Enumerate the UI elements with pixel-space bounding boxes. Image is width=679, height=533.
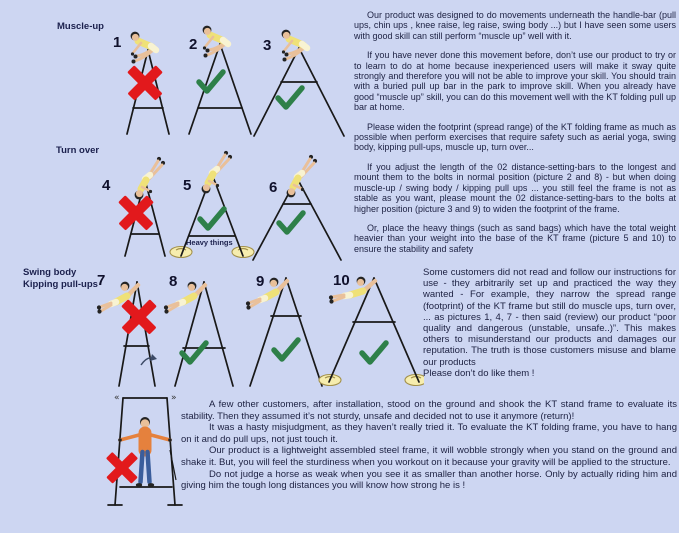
red-x-mark-shaking-frame: [105, 450, 139, 484]
green-check-figure-10: [359, 340, 389, 366]
figure-number-2: 2: [189, 36, 198, 53]
paragraph-product-purpose: Our product was designed to do movements underneath the handle-bar (pull ups, chin ups , knee raise, leg raise, swing body ...) but I have seen some users with good skill can still perform “muscle up” well with it.: [354, 10, 676, 41]
paragraph-please-dont: Please don’t do like them !: [423, 367, 535, 379]
instructions-column: [354, 10, 676, 263]
figure-number-3: 3: [263, 37, 272, 54]
figure-number-10: 10: [333, 272, 350, 289]
green-check-figure-9: [271, 337, 301, 363]
figure-6-wide-frame-turn-over: [247, 148, 347, 264]
label-heavy-things: Heavy things: [186, 238, 233, 247]
label-turn-over: Turn over: [56, 145, 100, 156]
figure-number-9: 9: [256, 273, 265, 290]
paragraph-widen-footprint: Please widen the footprint (spread range) of the KT folding frame as much as possible when perform exercises that require safety such as aerial yoga, swing body, kipping pull-ups, muscle up, turn over...: [354, 121, 676, 153]
ladder-frame: [250, 278, 322, 386]
ladder-frame: [175, 282, 233, 386]
paragraph-lightweight-frame: Our product is a lightweight assembled steel frame, it will wobble strongly when you stand on the ground and shake it. But, you will feel the sturdiness when you workout on it because your gravity will be applied to the structure.: [181, 445, 677, 468]
shake-mark-right: »: [171, 393, 177, 403]
shake-mark-left: «: [114, 393, 120, 403]
sandbags: [319, 375, 424, 386]
figure-number-5: 5: [183, 177, 192, 194]
label-muscle-up: Muscle-up: [57, 21, 104, 32]
paragraph-customers-misuse: Some customers did not read and follow our instructions for use - they arbitrarily set up and practiced the way they wanted - For example, they narrow the spread range (footprint) of the KT frame but still do muscle ups, turn over, ... as pictures 1, 4, 7 - then said (review) our product “poor quality and dangerous (unstable, unsafe..)”. This makes others to misunderstand our products and damages our reputation. The truth is those customers misuse and blame our products: [423, 267, 676, 368]
figure-3-wide-frame-muscle-up: [247, 22, 352, 142]
figure-number-1: 1: [113, 34, 122, 51]
label-swing-body: Swing body: [23, 267, 77, 278]
figure-number-4: 4: [102, 177, 111, 194]
bottom-text-block: [181, 399, 677, 492]
red-x-mark-figure-1: [126, 63, 164, 101]
paragraph-shook-frame: A few other customers, after installation, stood on the ground and shook the KT stand frame to evaluate its stability. Then they assumed it’s not sturdy, unsafe and decided not to use it anymore (return)!: [181, 399, 677, 422]
paragraph-horse-analogy: Do not judge a horse as weak when you see it as smaller than another horse. Only by actually riding him and giving him the tough long distances you will know how strong he is !: [181, 468, 677, 492]
figure-10-wide-frame-sandbags-swing: [316, 264, 424, 390]
athlete-muscle-up: [203, 26, 228, 58]
figure-8-normal-frame-swing: [160, 266, 245, 390]
athlete-turn-over: [287, 155, 318, 198]
paragraph-never-done-warning: If you have never done this movement before, don’t use our product to try or to learn to do at home because inexperienced users will make it sway quite strongly and therefore you will not be able to improve your skill. You should train with a buried pull up bar in the park to improve skill. When you already have good “muscle up” skill, you can do this movement well with the KT folding pull up bar at home.: [354, 50, 676, 113]
paragraph-distance-setting-bars: If you adjust the length of the 02 distance-setting-bars to the longest and mount them to the bolts in normal position (picture 2 and 8) - but when doing muscle-up / swing body / kipping pull ups ... you still feel the frame is not as stable as you want, please mount the 02 distance-setting-bars to the bolts at higher position (picture 3 and 9) to widen the footprint of the frame.: [354, 161, 676, 214]
customers-note-column: [423, 267, 676, 379]
red-x-mark-figure-4: [117, 193, 155, 231]
figure-number-8: 8: [169, 273, 178, 290]
figure-number-7: 7: [97, 272, 106, 289]
label-kipping-pull-ups: Kipping pull-ups: [23, 278, 98, 290]
green-check-figure-2: [196, 69, 226, 95]
figure-number-6: 6: [269, 179, 278, 196]
athlete-muscle-up: [131, 32, 156, 64]
paragraph-hasty-misjudgment: It was a hasty misjudgment, as they haven’t really tried it. To evaluate the KT folding frame, you have to hang on it and do pull ups, not just touch it.: [181, 422, 677, 445]
green-check-figure-5: [197, 206, 227, 232]
green-check-figure-3: [275, 85, 305, 111]
red-x-mark-figure-7: [120, 297, 158, 335]
green-check-figure-6: [276, 210, 306, 236]
label-swing-kipping: [23, 267, 98, 290]
green-check-figure-8: [179, 340, 209, 366]
paragraph-heavy-things: Or, place the heavy things (such as sand bags) which have the total weight heavier than your weight into the base of the KT frame (picture 5 and 10) to ensure the stability and safety: [354, 222, 676, 254]
